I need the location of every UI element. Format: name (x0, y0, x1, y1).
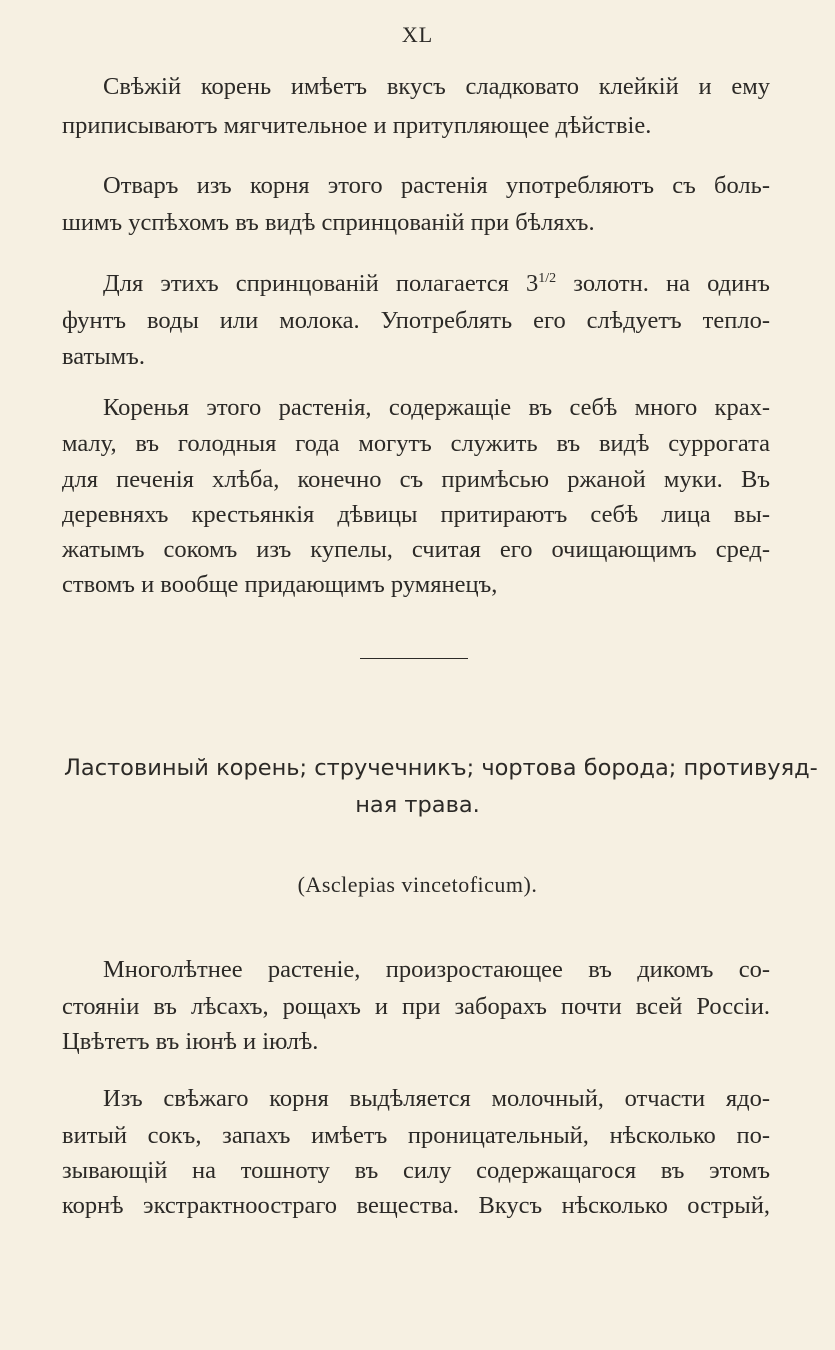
latin-name: (Asclepias vincetoficum). (297, 872, 538, 897)
text-line: стояніи въ лѣсахъ, рощахъ и при заборахъ почти всей Россіи. (62, 993, 770, 1020)
section-heading-line: Ластовиный корень; стручечникъ; чортова борода; противуяд- (64, 755, 818, 781)
text-line: жатымъ сокомъ изъ купелы, считая его очищающимъ сред- (62, 536, 770, 563)
text-line: Коренья этого растенія, содержащіе въ себѣ много крах- (103, 394, 770, 421)
text-line: ватымъ. (62, 343, 145, 370)
text-line: деревняхъ крестьянкія дѣвицы притираютъ себѣ лица вы- (62, 501, 770, 528)
text-line: витый сокъ, запахъ имѣетъ проницательный, нѣсколько по- (62, 1122, 770, 1149)
text-line: Для этихъ спринцованій полагается $3^{1/2}$ золотн. на одинъ (103, 270, 770, 297)
text-line: Многолѣтнее растеніе, произростающее въ дикомъ со- (103, 956, 770, 983)
text-line: корнѣ экстрактноостраго вещества. Вкусъ нѣсколько острый, (62, 1192, 770, 1219)
page-number: XL (401, 22, 434, 47)
text-line: фунтъ воды или молока. Употреблять его слѣдуетъ тепло- (62, 307, 770, 334)
text-line: приписываютъ мягчительное и притупляющее дѣйствіе. (62, 112, 652, 139)
text-line: малу, въ голодныя года могутъ служить въ видѣ суррогата (62, 430, 770, 457)
text-line: Изъ свѣжаго корня выдѣляется молочный, отчасти ядо- (103, 1085, 770, 1112)
text-line: зывающій на тошноту въ силу содержащагося въ этомъ (62, 1157, 770, 1184)
text-line: ствомъ и вообще придающимъ румянецъ, (62, 571, 498, 598)
text-line: Цвѣтетъ въ іюнѣ и іюлѣ. (62, 1028, 319, 1055)
fraction-superscript: 1/2 (538, 270, 557, 286)
text-line: Свѣжій корень имѣетъ вкусъ сладковато клейкій и ему (103, 73, 770, 100)
text-line: шимъ успѣхомъ въ видѣ спринцованій при бѣляхъ. (62, 209, 595, 236)
section-divider (360, 658, 468, 659)
text-line: для печенія хлѣба, конечно съ примѣсью ржаной муки. Въ (62, 466, 770, 493)
section-heading-line: ная трава. (355, 792, 480, 818)
text-line: Отваръ изъ корня этого растенія употребляютъ съ боль- (103, 172, 770, 199)
